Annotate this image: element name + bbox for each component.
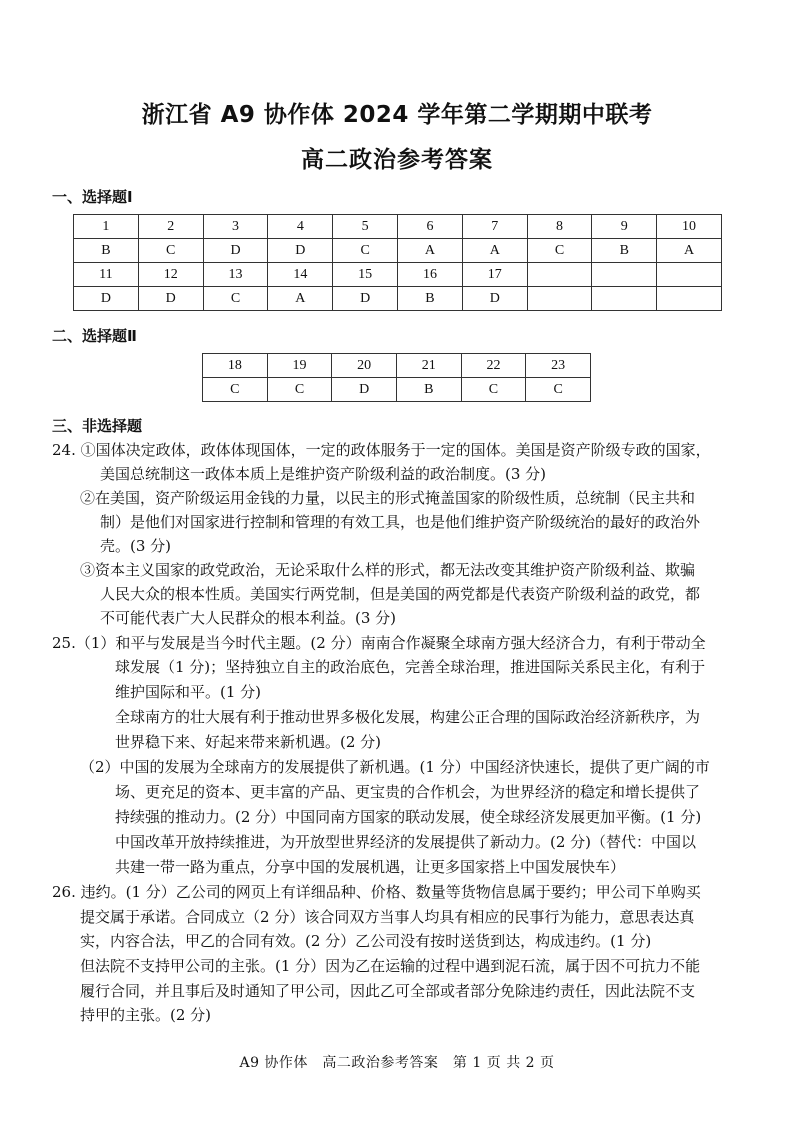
answer-26-line: 实，内容合法，甲乙的合同有效。(2 分）乙公司没有按时送货到达，构成违约。(1 分) xyxy=(80,932,652,950)
section-1-heading: 一、选择题Ⅰ xyxy=(52,188,133,206)
answer-cell: B xyxy=(398,287,463,311)
question-number-cell xyxy=(657,263,722,287)
answer-26-line: 履行合同，并且事后及时通知了甲公司，因此乙可全部或者部分免除违约责任，因此法院不支 xyxy=(80,982,696,1000)
question-number-cell: 10 xyxy=(657,215,722,239)
question-number-cell: 3 xyxy=(203,215,268,239)
question-number-cell: 21 xyxy=(396,354,461,378)
answer-25-line: 共建一带一路为重点，分享中国的发展机遇，让更多国家搭上中国发展快车） xyxy=(115,858,626,876)
answer-25-line: 25.（1）和平与发展是当今时代主题。(2 分）南南合作凝聚全球南方强大经济合力，有利于带动全 xyxy=(52,634,706,652)
answer-25-line: 维护国际和平。(1 分) xyxy=(115,683,262,701)
answer-cell: A xyxy=(462,239,527,263)
question-number-cell: 6 xyxy=(398,215,463,239)
answer-cell: D xyxy=(203,239,268,263)
answer-row xyxy=(74,239,722,263)
question-number-cell: 19 xyxy=(267,354,332,378)
question-number-cell xyxy=(592,263,657,287)
answer-cell: B xyxy=(396,378,461,402)
question-number-cell: 12 xyxy=(138,263,203,287)
answer-24-line: 不可能代表广大人民群众的根本利益。(3 分) xyxy=(100,609,397,627)
answer-cell: D xyxy=(462,287,527,311)
answer-25-line: （2）中国的发展为全球南方的发展提供了新机遇。(1 分）中国经济快速长，提供了更广阔的市 xyxy=(80,758,710,776)
question-number-cell: 1 xyxy=(74,215,139,239)
question-number-cell: 23 xyxy=(526,354,591,378)
answer-24-line: 壳。(3 分) xyxy=(100,537,172,555)
answer-25-line: 中国改革开放持续推进，为开放型世界经济的发展提供了新动力。(2 分)（替代：中国以 xyxy=(115,833,697,851)
answer-table-2 xyxy=(202,353,591,402)
answer-cell xyxy=(657,287,722,311)
exam-title: 浙江省 A9 协作体 2024 学年第二学期期中联考 xyxy=(141,102,653,128)
answer-25-line: 持续强的推动力。(2 分）中国同南方国家的联动发展，使全球经济发展更加平衡。(1 分) xyxy=(115,808,702,826)
question-number-cell: 4 xyxy=(268,215,333,239)
question-number-cell: 7 xyxy=(462,215,527,239)
question-number-cell: 9 xyxy=(592,215,657,239)
question-number-cell: 11 xyxy=(74,263,139,287)
question-number-row xyxy=(203,354,591,378)
answer-cell: D xyxy=(332,378,397,402)
answer-cell: C xyxy=(203,378,268,402)
document-subtitle: 高二政治参考答案 xyxy=(301,147,493,173)
question-number-cell: 15 xyxy=(333,263,398,287)
answer-24-line: ②在美国，资产阶级运用金钱的力量，以民主的形式掩盖国家的阶级性质，总统制（民主共和 xyxy=(80,489,696,507)
answer-cell: D xyxy=(268,239,333,263)
answer-cell: B xyxy=(592,239,657,263)
answer-cell: C xyxy=(138,239,203,263)
answer-table-1 xyxy=(73,214,722,311)
question-number-cell: 22 xyxy=(461,354,526,378)
answer-cell: C xyxy=(203,287,268,311)
answer-25-line: 全球南方的壮大展有利于推动世界多极化发展，构建公正合理的国际政治经济新秩序，为 xyxy=(115,708,701,726)
section-2-heading: 二、选择题Ⅱ xyxy=(52,327,137,345)
answer-cell: D xyxy=(333,287,398,311)
answer-24-line: 人民大众的根本性质。美国实行两党制，但是美国的两党都是代表资产阶级利益的政党，都 xyxy=(100,585,701,603)
answer-26-line: 26. 违约。(1 分）乙公司的网页上有详细品种、价格、数量等货物信息属于要约；甲公司下单购买 xyxy=(52,883,701,901)
question-number-cell: 2 xyxy=(138,215,203,239)
question-number-cell: 8 xyxy=(527,215,592,239)
answer-cell: C xyxy=(527,239,592,263)
page-footer: A9 协作体 高二政治参考答案 第 1 页 共 2 页 xyxy=(239,1055,555,1071)
answer-cell: D xyxy=(138,287,203,311)
answer-26-line: 持甲的主张。(2 分) xyxy=(80,1006,212,1024)
answer-24-line: 24. ①国体决定政体，政体体现国体，一定的政体服务于一定的国体。美国是资产阶级专政的国家， xyxy=(52,441,711,459)
answer-cell: A xyxy=(398,239,463,263)
answer-26-line: 但法院不支持甲公司的主张。(1 分）因为乙在运输的过程中遇到泥石流，属于因不可抗力不能 xyxy=(80,957,701,975)
answer-cell: C xyxy=(461,378,526,402)
question-number-cell xyxy=(527,263,592,287)
answer-row xyxy=(74,287,722,311)
answer-cell: C xyxy=(267,378,332,402)
answer-cell: C xyxy=(333,239,398,263)
answer-cell: D xyxy=(74,287,139,311)
answer-24-line: 制）是他们对国家进行控制和管理的有效工具，也是他们维护资产阶级统治的最好的政治外 xyxy=(100,513,701,531)
question-number-cell: 18 xyxy=(203,354,268,378)
question-number-cell: 14 xyxy=(268,263,333,287)
answer-25-line: 场、更充足的资本、更丰富的产品、更宝贵的合作机会，为世界经济的稳定和增长提供了 xyxy=(115,783,701,801)
question-number-row xyxy=(74,263,722,287)
section-3-heading: 三、非选择题 xyxy=(52,417,143,435)
question-number-cell: 16 xyxy=(398,263,463,287)
answer-cell: C xyxy=(526,378,591,402)
answer-cell xyxy=(527,287,592,311)
answer-25-line: 球发展（1 分)；坚持独立自主的政治底色，完善全球治理，推进国际关系民主化，有利于 xyxy=(115,658,706,676)
answer-24-line: 美国总统制这一政体本质上是维护资产阶级利益的政治制度。(3 分) xyxy=(100,465,547,483)
answer-cell xyxy=(592,287,657,311)
question-number-cell: 20 xyxy=(332,354,397,378)
answer-cell: A xyxy=(657,239,722,263)
answer-cell: B xyxy=(74,239,139,263)
answer-25-line: 世界稳下来、好起来带来新机遇。(2 分) xyxy=(115,733,382,751)
question-number-cell: 5 xyxy=(333,215,398,239)
question-number-cell: 13 xyxy=(203,263,268,287)
answer-24-line: ③资本主义国家的政党政治，无论采取什么样的形式，都无法改变其维护资产阶级利益、欺骗 xyxy=(80,561,696,579)
question-number-row xyxy=(74,215,722,239)
answer-row xyxy=(203,378,591,402)
answer-26-line: 提交属于承诺。合同成立（2 分）该合同双方当事人均具有相应的民事行为能力，意思表达真 xyxy=(80,908,695,926)
question-number-cell: 17 xyxy=(462,263,527,287)
answer-cell: A xyxy=(268,287,333,311)
